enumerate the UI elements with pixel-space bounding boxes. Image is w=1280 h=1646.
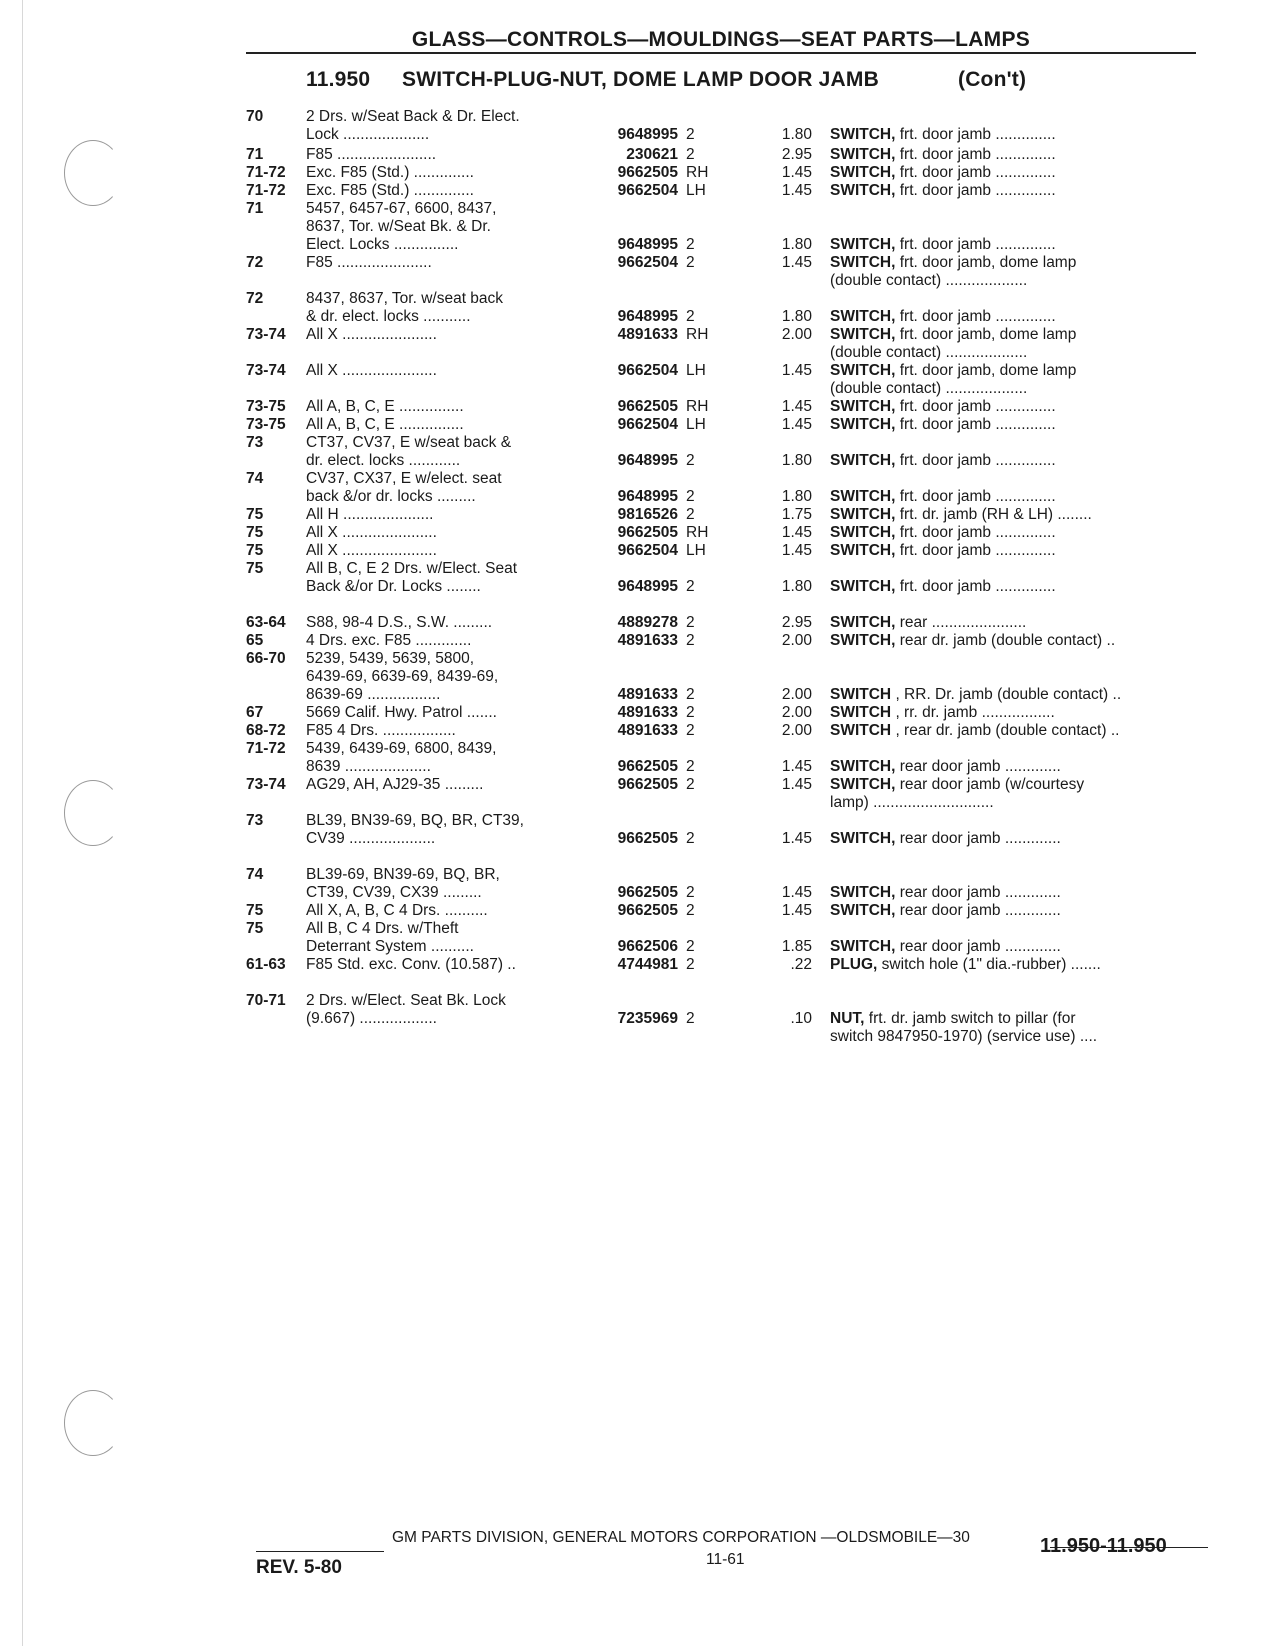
part-detail: frt. door jamb ..............	[895, 164, 1056, 181]
quantity: RH	[686, 164, 709, 181]
part-number: 9662505	[617, 830, 678, 847]
quantity: 2	[686, 126, 695, 143]
model-description: 2 Drs. w/Elect. Seat Bk. Lock (9.667) ..................	[306, 992, 506, 1027]
part-description	[830, 542, 1200, 560]
part-description	[830, 632, 1200, 650]
part-name: SWITCH,	[830, 362, 896, 379]
model-description: 5669 Calif. Hwy. Patrol .......	[306, 704, 497, 721]
quantity: 2	[686, 830, 695, 847]
model-year: 75	[246, 902, 264, 919]
quantity: 2	[686, 938, 695, 955]
part-detail: rear ......................	[895, 614, 1027, 631]
model-description: All X ......................	[306, 326, 437, 343]
quantity: 2	[686, 1010, 695, 1027]
part-name: SWITCH,	[830, 632, 896, 649]
part-name: SWITCH,	[830, 902, 896, 919]
model-year: 73	[246, 434, 264, 451]
model-description: CT37, CV37, E w/seat back & dr. elect. locks ............	[306, 434, 512, 469]
quantity: LH	[686, 362, 706, 379]
part-detail: frt. door jamb, dome lamp (double contact) ...................	[830, 254, 1077, 289]
part-number: 9662504	[617, 362, 678, 379]
part-detail: frt. door jamb ..............	[895, 126, 1056, 143]
part-name: PLUG,	[830, 956, 878, 973]
part-description	[830, 938, 1200, 956]
part-detail: , rear dr. jamb (double contact) ..	[891, 722, 1120, 739]
model-year: 65	[246, 632, 264, 649]
part-number: 4744981	[617, 956, 678, 973]
price: 1.80	[781, 236, 812, 253]
price: 1.45	[781, 758, 812, 775]
part-detail: frt. dr. jamb (RH & LH) ........	[895, 506, 1092, 523]
model-description: AG29, AH, AJ29-35 .........	[306, 776, 484, 793]
quantity: LH	[686, 416, 706, 433]
part-description	[830, 902, 1200, 920]
part-number: 9662505	[617, 902, 678, 919]
quantity: RH	[686, 398, 709, 415]
part-detail: rear door jamb (w/courtesy lamp) ............................	[830, 776, 1085, 811]
model-description: All A, B, C, E ...............	[306, 398, 464, 415]
quantity: 2	[686, 146, 695, 163]
price: 1.45	[781, 362, 812, 379]
quantity: 2	[686, 614, 695, 631]
part-number: 9662505	[617, 776, 678, 793]
model-year: 75	[246, 506, 264, 523]
price: 2.00	[781, 722, 812, 739]
model-description: All H .....................	[306, 506, 434, 523]
price: 1.45	[781, 830, 812, 847]
model-year: 75	[246, 524, 264, 541]
model-description: 5457, 6457-67, 6600, 8437, 8637, Tor. w/Seat Bk. & Dr. Elect. Locks ...............	[306, 200, 497, 253]
part-detail: , RR. Dr. jamb (double contact) ..	[891, 686, 1122, 703]
part-detail: , rr. dr. jamb .................	[891, 704, 1055, 721]
price: 1.80	[781, 488, 812, 505]
model-description: BL39, BN39-69, BQ, BR, CT39, CV39 ....................	[306, 812, 524, 847]
model-year: 71-72	[246, 164, 286, 181]
part-description	[830, 398, 1200, 416]
model-description: F85 Std. exc. Conv. (10.587) ..	[306, 956, 516, 973]
quantity: 2	[686, 956, 695, 973]
part-name: SWITCH,	[830, 146, 896, 163]
part-description	[830, 488, 1200, 506]
part-number: 9662504	[617, 542, 678, 559]
footer-page-number: 11-61	[706, 1551, 745, 1568]
part-description	[830, 524, 1200, 542]
part-detail: frt. door jamb ..............	[895, 542, 1056, 559]
part-detail: frt. dr. jamb switch to pillar (for switch 9847950-1970) (service use) ....	[830, 1010, 1098, 1045]
part-name: SWITCH,	[830, 164, 896, 181]
part-description	[830, 146, 1200, 164]
quantity: 2	[686, 236, 695, 253]
model-year: 72	[246, 254, 264, 271]
model-description: 8437, 8637, Tor. w/seat back & dr. elect. locks ...........	[306, 290, 504, 325]
price: 1.85	[781, 938, 812, 955]
model-description: Exc. F85 (Std.) ..............	[306, 182, 474, 199]
model-description: All B, C, E 2 Drs. w/Elect. Seat Back &/or Dr. Locks ........	[306, 560, 518, 595]
part-detail: frt. door jamb ..............	[895, 524, 1056, 541]
part-number: 9816526	[617, 506, 678, 523]
model-year: 75	[246, 542, 264, 559]
part-description	[830, 578, 1200, 596]
model-description: All X, A, B, C 4 Drs. ..........	[306, 902, 488, 919]
part-number: 9662506	[617, 938, 678, 955]
part-description	[830, 164, 1200, 182]
model-description: 4 Drs. exc. F85 .............	[306, 632, 472, 649]
section-number: 11.950	[306, 68, 371, 91]
footer-division: GM PARTS DIVISION, GENERAL MOTORS CORPORATION —OLDSMOBILE—30	[392, 1529, 970, 1546]
part-description	[830, 884, 1200, 902]
model-year: 61-63	[246, 956, 286, 973]
part-number: 7235969	[617, 1010, 678, 1027]
part-description	[830, 182, 1200, 200]
part-name: SWITCH,	[830, 884, 896, 901]
price: 1.45	[781, 776, 812, 793]
model-year: 74	[246, 470, 264, 487]
quantity: 2	[686, 488, 695, 505]
quantity: 2	[686, 308, 695, 325]
part-name: SWITCH,	[830, 938, 896, 955]
part-number: 9648995	[617, 308, 678, 325]
part-name: SWITCH,	[830, 236, 896, 253]
part-name: SWITCH,	[830, 126, 896, 143]
part-name: SWITCH,	[830, 308, 896, 325]
price: 2.00	[781, 326, 812, 343]
part-description	[830, 506, 1200, 524]
model-year: 72	[246, 290, 264, 307]
part-number: 9648995	[617, 488, 678, 505]
part-detail: switch hole (1" dia.-rubber) .......	[877, 956, 1101, 973]
part-number: 230621	[626, 146, 678, 163]
part-name: SWITCH,	[830, 416, 896, 433]
part-name: SWITCH,	[830, 614, 896, 631]
price: 1.80	[781, 452, 812, 469]
price: 1.75	[781, 506, 812, 523]
quantity: 2	[686, 776, 695, 793]
price: 1.45	[781, 524, 812, 541]
model-year: 71-72	[246, 740, 286, 757]
part-description	[830, 614, 1200, 632]
part-detail: frt. door jamb, dome lamp (double contact) ...................	[830, 326, 1077, 361]
part-description	[830, 308, 1200, 326]
part-name: SWITCH,	[830, 776, 896, 793]
quantity: RH	[686, 326, 709, 343]
model-year: 71-72	[246, 182, 286, 199]
model-year: 73-74	[246, 776, 286, 793]
footer-section-range: 11.950-11.950	[1040, 1535, 1167, 1557]
model-description: All B, C 4 Drs. w/Theft Deterrant System ..........	[306, 920, 474, 955]
part-name: SWITCH	[830, 704, 892, 721]
model-description: 5239, 5439, 5639, 5800, 6439-69, 6639-69, 8439-69, 8639-69 .................	[306, 650, 499, 703]
part-name: SWITCH	[830, 686, 892, 703]
quantity: 2	[686, 506, 695, 523]
footer-rule-left	[256, 1551, 384, 1552]
price: 1.45	[781, 182, 812, 199]
quantity: 2	[686, 578, 695, 595]
part-description	[830, 722, 1200, 740]
part-name: SWITCH,	[830, 506, 896, 523]
continued-label: (Con't)	[958, 68, 1027, 91]
price: 2.00	[781, 632, 812, 649]
price: 1.45	[781, 542, 812, 559]
part-detail: frt. door jamb ..............	[895, 398, 1056, 415]
part-detail: frt. door jamb ..............	[895, 578, 1056, 595]
part-description	[830, 416, 1200, 434]
quantity: LH	[686, 182, 706, 199]
model-description: All X ......................	[306, 542, 437, 559]
model-description: BL39-69, BN39-69, BQ, BR, CT39, CV39, CX39 .........	[306, 866, 500, 901]
part-detail: frt. door jamb, dome lamp (double contact) ...................	[830, 362, 1077, 397]
part-detail: frt. door jamb ..............	[895, 146, 1056, 163]
part-name: SWITCH,	[830, 758, 896, 775]
price: 2.00	[781, 704, 812, 721]
model-description: F85 4 Drs. .................	[306, 722, 456, 739]
model-description: All A, B, C, E ...............	[306, 416, 464, 433]
model-year: 71	[246, 146, 264, 163]
part-description	[830, 704, 1200, 722]
part-name: SWITCH,	[830, 452, 896, 469]
quantity: 2	[686, 632, 695, 649]
quantity: 2	[686, 884, 695, 901]
part-description	[830, 686, 1200, 704]
model-description: All X ......................	[306, 524, 437, 541]
part-number: 9662505	[617, 884, 678, 901]
model-description: Exc. F85 (Std.) ..............	[306, 164, 474, 181]
part-name: SWITCH,	[830, 542, 896, 559]
part-description	[830, 776, 1200, 812]
part-number: 9662505	[617, 398, 678, 415]
price: 1.80	[781, 578, 812, 595]
model-year: 70-71	[246, 992, 286, 1009]
section-title: SWITCH-PLUG-NUT, DOME LAMP DOOR JAMB	[402, 68, 879, 91]
part-detail: rear door jamb .............	[895, 938, 1061, 955]
part-detail: rear door jamb .............	[895, 830, 1061, 847]
part-name: SWITCH,	[830, 830, 896, 847]
model-year: 68-72	[246, 722, 286, 739]
part-description	[830, 1010, 1200, 1046]
model-description: F85 ......................	[306, 254, 432, 271]
page-heading: GLASS—CONTROLS—MOULDINGS—SEAT PARTS—LAMPS	[411, 28, 1031, 51]
part-number: 9662504	[617, 254, 678, 271]
part-name: SWITCH,	[830, 254, 896, 271]
part-detail: frt. door jamb ..............	[895, 236, 1056, 253]
quantity: 2	[686, 722, 695, 739]
price: 1.45	[781, 902, 812, 919]
part-description	[830, 126, 1200, 144]
part-name: SWITCH,	[830, 488, 896, 505]
part-number: 4891633	[617, 632, 678, 649]
model-year: 73-75	[246, 416, 286, 433]
quantity: 2	[686, 452, 695, 469]
part-number: 9648995	[617, 578, 678, 595]
price: 1.45	[781, 416, 812, 433]
model-description: All X ......................	[306, 362, 437, 379]
price: 1.45	[781, 164, 812, 181]
price: 1.80	[781, 308, 812, 325]
part-description	[830, 254, 1200, 290]
part-detail: frt. door jamb ..............	[895, 308, 1056, 325]
price: 1.80	[781, 126, 812, 143]
part-description	[830, 452, 1200, 470]
part-description	[830, 362, 1200, 398]
quantity: 2	[686, 704, 695, 721]
price: 2.00	[781, 686, 812, 703]
part-number: 9662504	[617, 182, 678, 199]
part-number: 4889278	[617, 614, 678, 631]
price: 2.95	[781, 146, 812, 163]
part-description	[830, 236, 1200, 254]
part-detail: rear door jamb .............	[895, 758, 1061, 775]
model-description: 2 Drs. w/Seat Back & Dr. Elect. Lock ....................	[306, 108, 520, 143]
model-year: 75	[246, 560, 264, 577]
model-description: F85 .......................	[306, 146, 437, 163]
model-year: 66-70	[246, 650, 286, 667]
quantity: 2	[686, 758, 695, 775]
part-detail: rear door jamb .............	[895, 884, 1061, 901]
footer-revision: REV. 5-80	[256, 1557, 342, 1578]
part-detail: rear door jamb .............	[895, 902, 1061, 919]
price: .22	[790, 956, 812, 973]
part-description	[830, 758, 1200, 776]
part-number: 9662505	[617, 758, 678, 775]
part-number: 9648995	[617, 236, 678, 253]
model-description: S88, 98-4 D.S., S.W. .........	[306, 614, 493, 631]
model-year: 71	[246, 200, 264, 217]
part-description	[830, 956, 1200, 974]
price: 1.45	[781, 254, 812, 271]
quantity: 2	[686, 254, 695, 271]
part-name: SWITCH,	[830, 524, 896, 541]
part-number: 4891633	[617, 722, 678, 739]
part-detail: rear dr. jamb (double contact) ..	[895, 632, 1116, 649]
part-number: 4891633	[617, 326, 678, 343]
model-year: 75	[246, 920, 264, 937]
price: 2.95	[781, 614, 812, 631]
model-description: CV37, CX37, E w/elect. seat back &/or dr. locks .........	[306, 470, 502, 505]
part-name: SWITCH,	[830, 182, 896, 199]
quantity: LH	[686, 542, 706, 559]
model-year: 73-74	[246, 326, 286, 343]
model-description: 5439, 6439-69, 6800, 8439, 8639 ....................	[306, 740, 497, 775]
part-detail: frt. door jamb ..............	[895, 182, 1056, 199]
part-name: SWITCH,	[830, 398, 896, 415]
part-detail: frt. door jamb ..............	[895, 416, 1056, 433]
part-number: 9648995	[617, 126, 678, 143]
part-detail: frt. door jamb ..............	[895, 488, 1056, 505]
part-name: SWITCH,	[830, 578, 896, 595]
model-year: 73-75	[246, 398, 286, 415]
quantity: 2	[686, 686, 695, 703]
part-detail: frt. door jamb ..............	[895, 452, 1056, 469]
model-year: 74	[246, 866, 264, 883]
model-year: 67	[246, 704, 264, 721]
model-year: 73-74	[246, 362, 286, 379]
part-number: 9662504	[617, 416, 678, 433]
part-name: SWITCH,	[830, 326, 896, 343]
part-description	[830, 326, 1200, 362]
part-name: SWITCH	[830, 722, 892, 739]
quantity: RH	[686, 524, 709, 541]
model-year: 73	[246, 812, 264, 829]
model-year: 70	[246, 108, 264, 125]
price: 1.45	[781, 398, 812, 415]
price: 1.45	[781, 884, 812, 901]
part-number: 4891633	[617, 686, 678, 703]
model-year: 63-64	[246, 614, 286, 631]
quantity: 2	[686, 902, 695, 919]
part-number: 4891633	[617, 704, 678, 721]
part-number: 9648995	[617, 452, 678, 469]
part-number: 9662505	[617, 524, 678, 541]
part-number: 9662505	[617, 164, 678, 181]
part-name: NUT,	[830, 1010, 865, 1027]
part-description	[830, 830, 1200, 848]
price: .10	[790, 1010, 812, 1027]
